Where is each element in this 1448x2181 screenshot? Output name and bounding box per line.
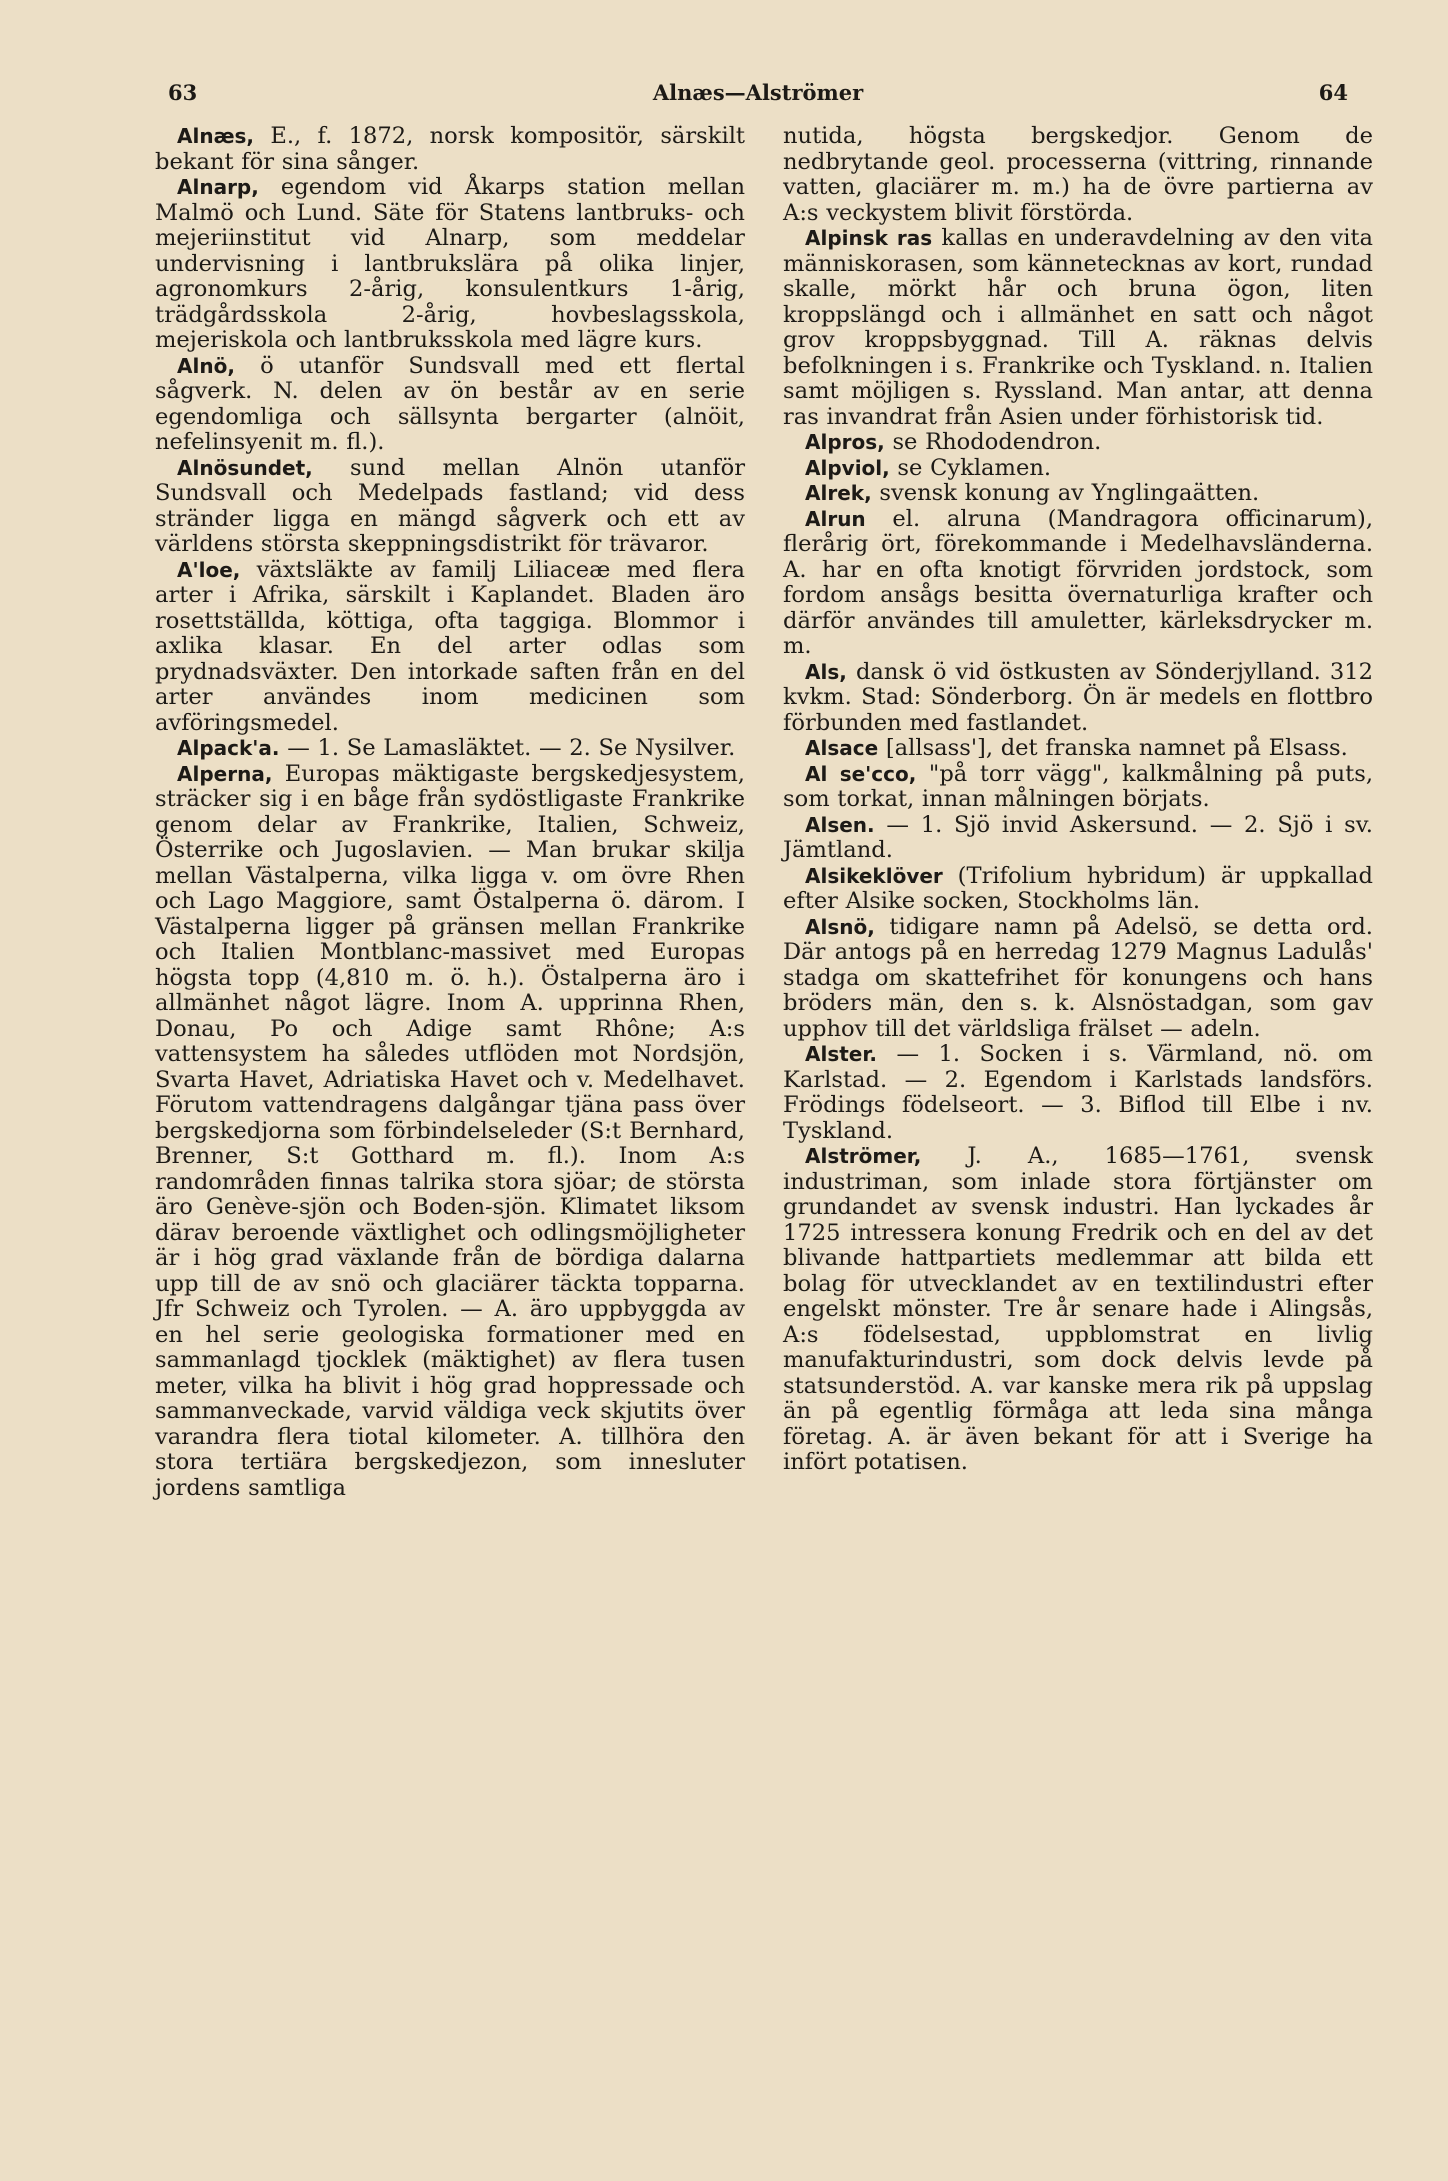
dictionary-entry bbox=[783, 430, 1373, 456]
dictionary-entry bbox=[783, 915, 1373, 1043]
entry-text: nutida, högsta bergskedjor. Genom de nedbrytande geol. processerna (vittring, rinnande vatten, glaciärer m. m.) ha de övre partierna av A:s veckystem blivit förstörda. bbox=[783, 123, 1373, 226]
running-title: Alnæs—Alströmer bbox=[652, 80, 864, 105]
dictionary-entry bbox=[155, 558, 745, 737]
entry-text: el. alruna (Mandragora officinarum), flerårig ört, förekommande i Medelhavsländerna. A. har en ofta knotigt förvriden jordstock, som fordom ansågs besitta övernaturliga krafter och därför användes till amuletter, kärleksdrycker m. m. bbox=[783, 505, 1373, 659]
entry-headword: A'loe, bbox=[177, 557, 241, 582]
entry-text: [allsass'], det franska namnet på Elsass. bbox=[878, 735, 1348, 761]
entry-headword: Alsen. bbox=[805, 812, 875, 837]
entry-headword: Alsnö, bbox=[805, 914, 875, 939]
right-column bbox=[783, 124, 1373, 1476]
entry-headword: Als, bbox=[805, 659, 847, 684]
dictionary-entry bbox=[783, 864, 1373, 915]
dictionary-entry bbox=[155, 354, 745, 456]
entry-headword: Alsace bbox=[805, 736, 879, 760]
entry-text: tidigare namn på Adelsö, se detta ord. Där antogs på en herredag 1279 Magnus Ladulås' stadga om skattefrihet för konungens och hans bröders män, den s. k. Alsnöstadgan, som gav upphov till det världsliga frälset — adeln. bbox=[783, 913, 1373, 1042]
entry-text: se Cyklamen. bbox=[889, 454, 1052, 481]
entry-text: växtsläkte av familj Liliaceæ med flera arter i Afrika, särskilt i Kaplandet. Bladen äro rosettställda, köttiga, ofta taggiga. Blommor i axlika klasar. En del arter odlas som prydnadsväxter. Den intorkade saften från en del arter användes inom medicinen som avföringsmedel. bbox=[155, 556, 745, 736]
dictionary-entry bbox=[783, 507, 1373, 660]
entry-headword: Alrek, bbox=[805, 481, 872, 505]
entry-headword: Alnarp, bbox=[177, 175, 259, 199]
entry-text: — 1. Se Lamasläktet. — 2. Se Nysilver. bbox=[279, 735, 736, 761]
entry-headword: Alpros, bbox=[805, 430, 885, 454]
dictionary-entry bbox=[783, 813, 1373, 864]
dictionary-entry bbox=[783, 660, 1373, 737]
entry-headword: Al se'cco, bbox=[805, 761, 917, 786]
dictionary-entry bbox=[155, 456, 745, 558]
entry-headword: Alströmer, bbox=[805, 1144, 922, 1168]
entry-headword: Alnæs, bbox=[177, 124, 255, 148]
entry-text: — 1. Socken i s. Värmland, nö. om Karlstad. — 2. Egendom i Karlstads landsförs. Frödings födelseort. — 3. Biflod till Elbe i nv. Tyskland. bbox=[783, 1041, 1373, 1144]
entry-text: dansk ö vid östkusten av Sönderjylland. 312 kvkm. Stad: Sönderborg. Ön är medels en flottbro förbunden med fastlandet. bbox=[783, 658, 1373, 736]
page-number-right: 64 bbox=[1318, 80, 1348, 105]
page-number-left: 63 bbox=[168, 80, 198, 105]
entry-text: Europas mäktigaste bergskedjesystem, sträcker sig i en båge från sydöstligaste Frankrike genom delar av Frankrike, Italien, Schweiz, Österrike och Jugoslavien. — Man brukar skilja mellan Västalperna, vilka ligga v. om övre Rhen och Lago Maggiore, samt Östalperna ö. därom. I Västalperna ligger på gränsen mellan Frankrike och Italien Montblanc-massivet med Europas högsta topp (4,810 m. ö. h.). Östalperna äro i allmänhet något lägre. Inom A. upprinna Rhen, Donau, Po och Adige samt Rhône; A:s vattensystem ha således utflöden mot Nordsjön, Svarta Havet, Adriatiska Havet och v. Medelhavet. Förutom vattendragens dalgångar tjäna pass över bergskedjorna som förbindelseleder (S:t Bernhard, Brenner, S:t Gotthard m. fl.). Inom A:s randområden finnas talrika stora sjöar; de största äro Genève-sjön och Boden-sjön. Klimatet liksom därav beroende växtlighet och odlingsmöjligheter är i hög grad växlande från de bördiga dalarna upp till de av snö och glaciärer täckta topparna. Jfr Schweiz och Tyrolen. — A. äro uppbyggda av en hel serie geologiska formationer med en sammanlagd tjocklek (mäktighet) av flera tusen meter, vilka ha blivit i hög grad hoppressade och sammanveckade, varvid väldiga veck skjutits över varandra flera tiotal kilometer. A. tillhöra den stora tertiära bergskedjezon, som innesluter jordens samtliga bbox=[155, 760, 745, 1501]
dictionary-entry bbox=[783, 226, 1373, 430]
entry-headword: Alnösundet, bbox=[177, 455, 313, 480]
dictionary-entry bbox=[155, 736, 745, 762]
entry-text: ö utanför Sundsvall med ett flertal sågverk. N. delen av ön består av en serie egendomliga och sällsynta bergarter (alnöit, nefelinsyenit m. fl.). bbox=[155, 352, 745, 455]
entry-text: E., f. 1872, norsk kompositör, särskilt bekant för sina sånger. bbox=[155, 123, 745, 175]
entry-headword: Alrun bbox=[805, 506, 866, 531]
entry-headword: Alsikeklöver bbox=[805, 863, 943, 888]
entry-text: — 1. Sjö invid Askersund. — 2. Sjö i sv. Jämtland. bbox=[783, 811, 1373, 863]
entry-text: "på torr vägg", kalkmålning på puts, som torkat, innan målningen börjats. bbox=[783, 760, 1373, 812]
entry-headword: Alpack'a. bbox=[177, 736, 280, 760]
dictionary-entry bbox=[783, 1144, 1373, 1476]
entry-headword: Alpinsk ras bbox=[805, 226, 933, 250]
dictionary-entry bbox=[155, 762, 745, 1502]
entry-headword: Alster. bbox=[805, 1042, 877, 1066]
entry-text: kallas en underavdelning av den vita människorasen, som kännetecknas av kort, rundad skalle, mörkt hår och bruna ögon, liten kroppslängd och i allmänhet en satt och något grov kroppsbyggnad. Till A. räknas delvis befolkningen i s. Frankrike och Tyskland. n. Italien samt möjligen s. Ryssland. Man antar, att denna ras invandrat från Asien under förhistorisk tid. bbox=[783, 225, 1373, 430]
dictionary-entry bbox=[783, 762, 1373, 813]
left-column bbox=[155, 124, 745, 1501]
entry-text: sund mellan Alnön utanför Sundsvall och Medelpads fastland; vid dess stränder ligga en mängd sågverk och ett av världens största skeppningsdistrikt för trävaror. bbox=[155, 454, 745, 557]
dictionary-entry bbox=[783, 124, 1373, 226]
entry-text: J. A., 1685—1761, svensk industriman, som inlade stora förtjänster om grundandet av svensk industri. Han lyckades år 1725 intressera konung Fredrik och en del av det blivande hattpartiets medlemmar att bilda ett bolag för utvecklandet av en textilindustri efter engelskt mönster. Tre år senare hade i Alingsås, A:s födelsestad, uppblomstrat en livlig manufakturindustri, som dock delvis levde på statsunderstöd. A. var kanske mera rik på uppslag än på egentlig förmåga att leda sina många företag. A. är även bekant för att i Sverige ha infört potatisen. bbox=[783, 1143, 1373, 1475]
dictionary-entry bbox=[155, 124, 745, 175]
dictionary-entry bbox=[783, 1042, 1373, 1144]
page-header bbox=[168, 80, 1348, 116]
dictionary-entry bbox=[783, 481, 1373, 507]
entry-headword: Alpviol, bbox=[805, 455, 890, 480]
dictionary-entry bbox=[155, 175, 745, 354]
dictionary-entry bbox=[783, 456, 1373, 482]
dictionary-entry bbox=[783, 736, 1373, 762]
entry-text: se Rhododendron. bbox=[884, 429, 1102, 455]
entry-text: (Trifolium hybridum) är uppkallad efter Alsike socken, Stockholms län. bbox=[783, 862, 1373, 914]
entry-headword: Alperna, bbox=[177, 761, 273, 786]
entry-headword: Alnö, bbox=[177, 353, 235, 378]
entry-text: svensk konung av Ynglingaätten. bbox=[871, 480, 1260, 506]
entry-text: egendom vid Åkarps station mellan Malmö och Lund. Säte för Statens lantbruks- och mejeriinstitut vid Alnarp, som meddelar undervisning i lantbrukslära på olika linjer, agronomkurs 2-årig, konsulentkurs 1-årig, trädgårdsskola 2-årig, hovbeslagsskola, mejeriskola och lantbruksskola med lägre kurs. bbox=[155, 174, 745, 353]
